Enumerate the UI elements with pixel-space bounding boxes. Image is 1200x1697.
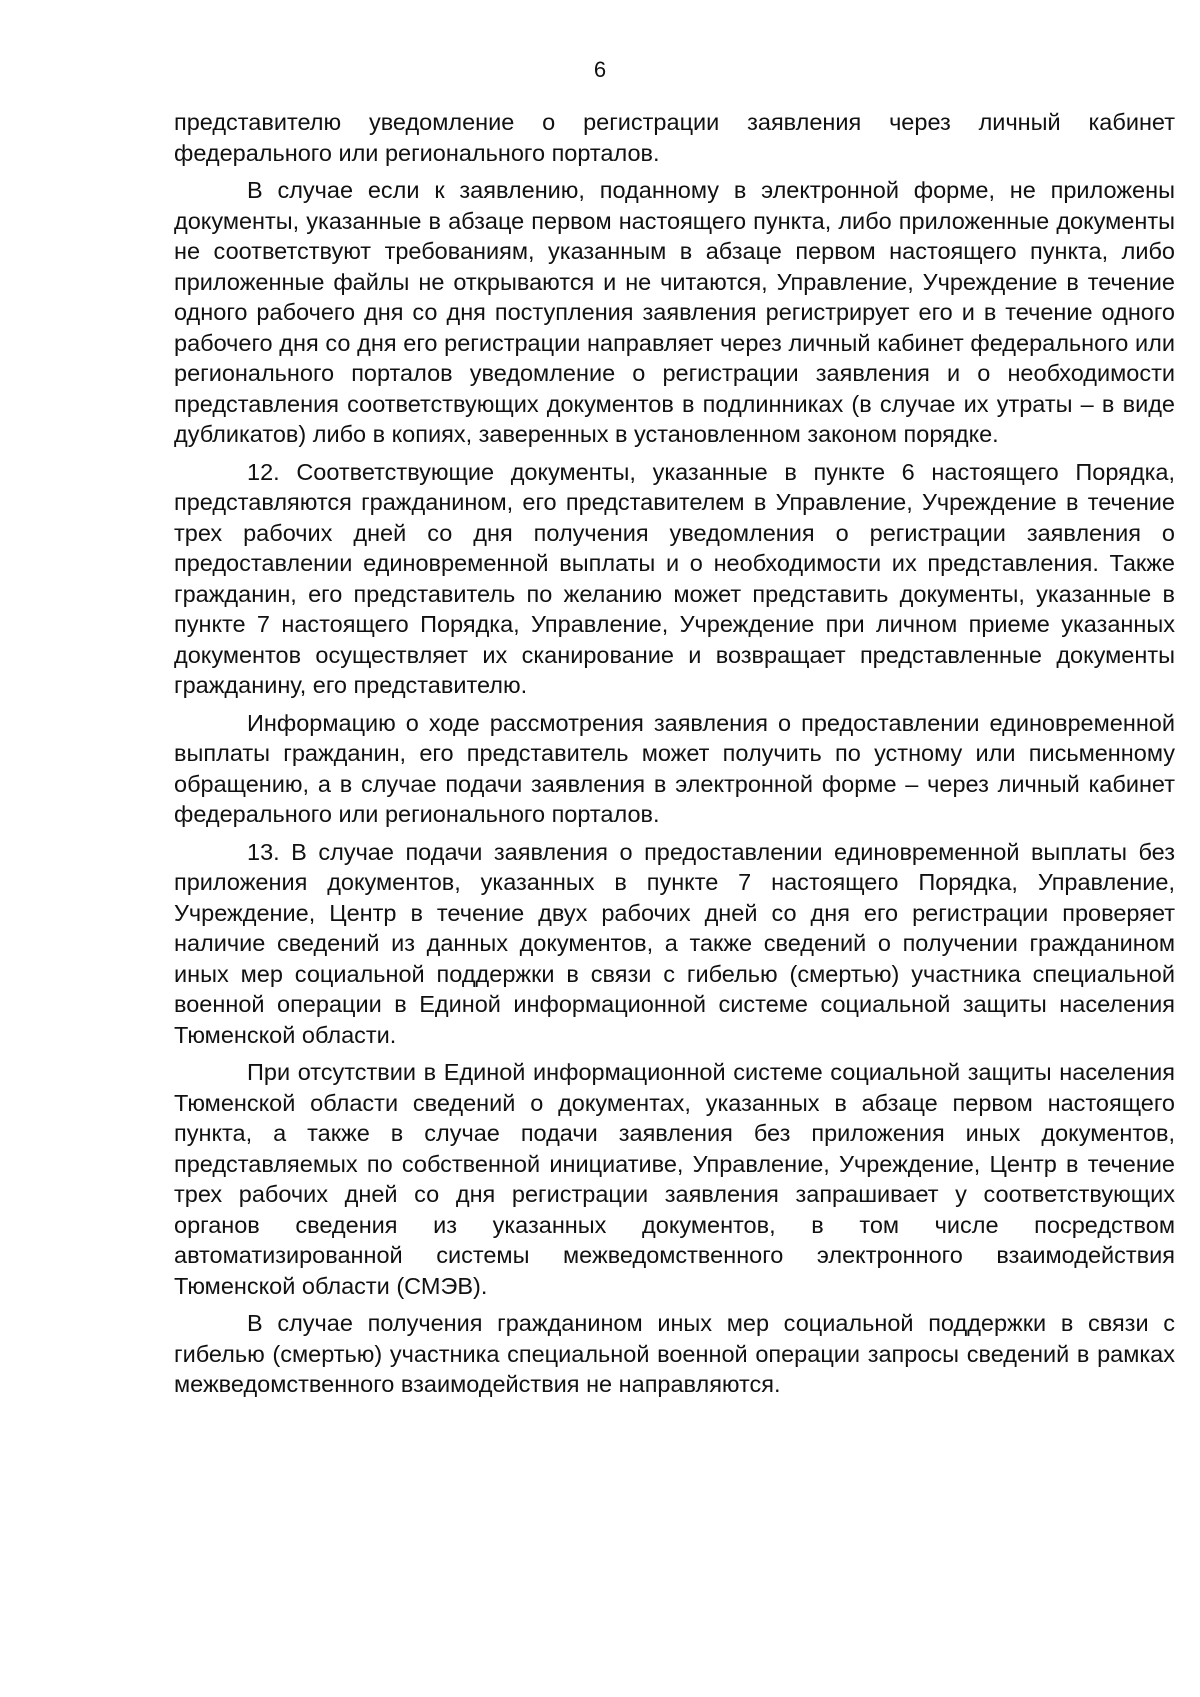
paragraph-clause-13: 13. В случае подачи заявления о предоставлении единовременной выплаты без приложения документов, указанных в пункте 7 настоящего Порядка, Управление, Учреждение, Центр в течение двух рабочих дней со дня его регистрации проверяет наличие сведений из данных документов, а также сведений о получении гражданином иных мер социальной поддержки в связи с гибелью (смертью) участника специальной военной операции в Единой информационной системе социальной защиты населения Тюменской области. bbox=[174, 838, 1175, 1048]
paragraph-electronic-form-missing-documents: В случае если к заявлению, поданному в электронной форме, не приложены документы, указанные в абзаце первом настоящего пункта, либо приложенные документы не соответствуют требованиям, указанным в абзаце первом настоящего пункта, либо приложенные файлы не открываются и не читаются, Управление, Учреждение в течение одного рабочего дня со дня поступления заявления регистрирует его и в течение одного рабочего дня со дня его регистрации направляет через личный кабинет федерального или регионального порталов уведомление о регистрации заявления и о необходимости представления соответствующих документов в подлинниках (в случае их утраты – в виде дубликатов) либо в копиях, заверенных в установленном законом порядке. bbox=[174, 177, 1175, 447]
paragraph-continuation: представителю уведомление о регистрации заявления через личный кабинет федерального или регионального порталов. bbox=[174, 109, 1175, 166]
page-number: 6 bbox=[593, 57, 607, 82]
paragraph-no-requests: В случае получения гражданином иных мер социальной поддержки в связи с гибелью (смертью) участника специальной военной операции запросы сведений в рамках межведомственного взаимодействия не направляются. bbox=[174, 1310, 1175, 1397]
paragraph-interagency-request: При отсутствии в Единой информационной системе социальной защиты населения Тюменской области сведений о документах, указанных в абзаце первом настоящего пункта, а также в случае подачи заявления без приложения иных документов, представляемых по собственной инициативе, Управление, Учреждение, Центр в течение трех рабочих дней со дня регистрации заявления запрашивает у соответствующих органов сведения из указанных документов, в том числе посредством автоматизированной системы межведомственного электронного взаимодействия Тюменской области (СМЭВ). bbox=[174, 1059, 1175, 1299]
document-body bbox=[174, 107, 1175, 1407]
paragraph-application-status-info: Информацию о ходе рассмотрения заявления о предоставлении единовременной выплаты гражданин, его представитель может получить по устному или письменному обращению, а в случае подачи заявления в электронной форме – через личный кабинет федерального или регионального порталов. bbox=[174, 709, 1175, 827]
paragraph-clause-12: 12. Соответствующие документы, указанные в пункте 6 настоящего Порядка, представляются гражданином, его представителем в Управление, Учреждение в течение трех рабочих дней со дня получения уведомления о регистрации заявления о предоставлении единовременной выплаты и о необходимости их представления. Также гражданин, его представитель по желанию может представить документы, указанные в пункте 7 настоящего Порядка, Управление, Учреждение при личном приеме указанных документов осуществляет их сканирование и возвращает представленные документы гражданину, его представителю. bbox=[174, 458, 1175, 698]
